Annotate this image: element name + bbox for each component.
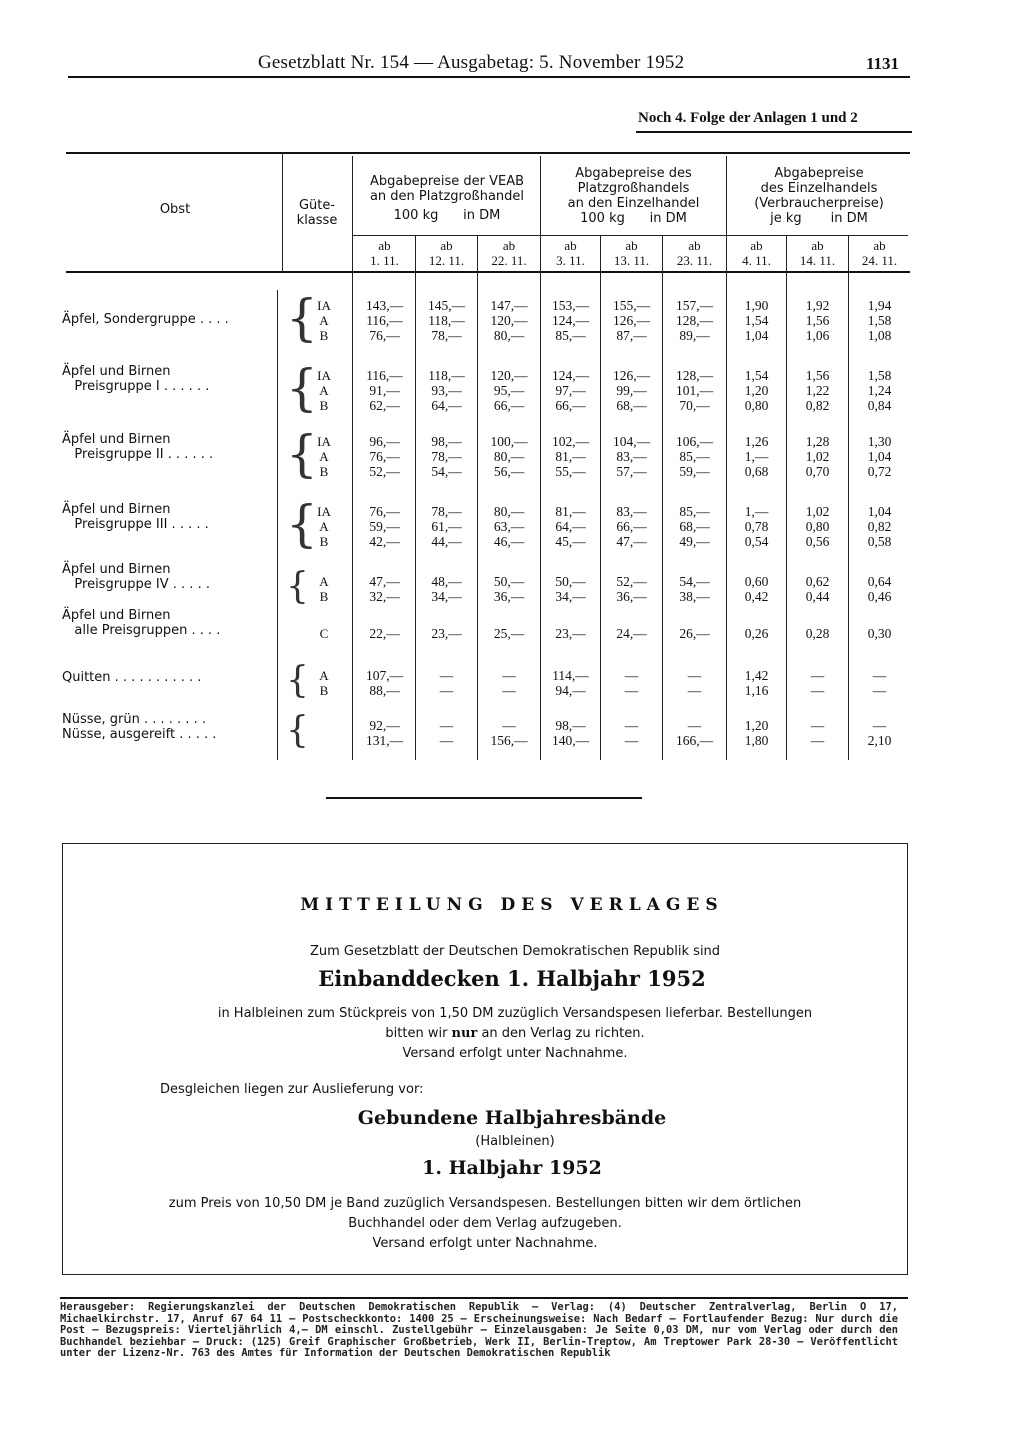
date-prefix: ab — [440, 238, 453, 253]
brace-glyph: { — [286, 425, 318, 483]
price-cell: 107,— 88,— — [365, 668, 404, 698]
price-cell: 1,58 1,24 0,84 — [867, 368, 892, 413]
brace-glyph: { — [286, 359, 318, 417]
price-cell: 106,— 85,— 59,— — [675, 434, 714, 479]
price-cell: — — — [439, 718, 454, 748]
price-cell: 83,— 66,— 47,— — [616, 504, 647, 549]
row-label — [62, 562, 210, 592]
price-cell: 80,— 63,— 46,— — [493, 504, 525, 549]
header-line: (Verbraucherpreise) — [754, 196, 884, 211]
price-cell: — — — [872, 668, 887, 698]
row-label-line: Äpfel und Birnen — [62, 502, 171, 517]
row-label — [62, 364, 209, 394]
price-cell: 23,— — [431, 626, 462, 641]
price-cell: 1,54 1,20 0,80 — [744, 368, 769, 413]
price-cell: 81,— 64,— 45,— — [555, 504, 586, 549]
date-prefix: ab — [811, 238, 824, 253]
price-cell: 92,— 131,— — [365, 718, 404, 748]
price-cell: 50,— 34,— — [555, 574, 586, 604]
text-line: Versand erfolgt unter Nachnahme. — [372, 1236, 598, 1251]
price-cell: 96,— 76,— 52,— — [369, 434, 400, 479]
price-cell: — — — [439, 668, 454, 698]
notice-intro-2: Desgleichen liegen zur Auslieferung vor: — [160, 1082, 424, 1097]
text-line — [150, 1024, 880, 1044]
quality-class: IA A B — [317, 434, 331, 479]
footer-rule — [60, 1297, 908, 1299]
head-rule — [68, 76, 910, 78]
notice-title: MITTEILUNG DES VERLAGES — [300, 895, 724, 915]
group-einzel-header — [728, 166, 910, 226]
price-cell: 0,62 0,44 — [805, 574, 830, 604]
row-label — [62, 608, 220, 638]
header-line: Abgabepreise der VEAB — [369, 174, 525, 189]
price-cell: 22,— — [369, 626, 400, 641]
header-line: Platzgroßhandels — [577, 181, 690, 196]
row-label-line: Preisgruppe I . . . . . . — [62, 379, 210, 394]
date-prefix: ab — [378, 238, 391, 253]
row-label-line: Äpfel und Birnen — [62, 562, 171, 577]
header-line: je kg in DM — [770, 211, 868, 226]
date-value: 12. 11. — [428, 253, 465, 268]
price-cell: 114,— 94,— — [552, 668, 589, 698]
price-cell: 1,26 1,— 0,68 — [744, 434, 769, 479]
price-cell: 155,— 126,— 87,— — [612, 298, 651, 343]
price-cell: 47,— 32,— — [369, 574, 400, 604]
col-obst-header: Obst — [159, 202, 191, 217]
price-cell: 52,— 36,— — [616, 574, 647, 604]
subheading-rule — [636, 131, 912, 133]
header-line: klasse — [296, 213, 338, 228]
brace-glyph: { — [286, 566, 309, 607]
date-prefix: ab — [502, 238, 516, 253]
price-cell: 98,— 140,— — [551, 718, 590, 748]
price-cell: 85,— 68,— 49,— — [679, 504, 710, 549]
date-value: 4. 11. — [742, 253, 771, 268]
price-cell: 23,— — [555, 626, 586, 641]
price-cell: — — — [624, 718, 639, 748]
brace-glyph: { — [286, 289, 318, 347]
row-label-line: Quitten . . . . . . . . . . . — [62, 670, 202, 685]
subheading: Noch 4. Folge der Anlagen 1 und 2 — [638, 110, 858, 126]
notice-para-1 — [150, 1004, 880, 1064]
price-cell: 1,90 1,54 1,04 — [744, 298, 769, 343]
text-line: zum Preis von 10,50 DM je Band zuzüglich Versandspesen. Bestellungen bitten wir dem örtlichen Buchhandel oder dem Verlag aufzugeben. — [168, 1196, 802, 1231]
price-cell: 104,— 83,— 57,— — [612, 434, 651, 479]
date-header — [478, 238, 540, 268]
date-value: 1. 11. — [370, 253, 399, 268]
date-header — [727, 238, 786, 268]
table-top-rule — [66, 152, 910, 154]
text-line: in Halbleinen zum Stückpreis von 1,50 DM zuzüglich Versandspesen lieferbar. Bestellungen — [217, 1006, 813, 1021]
price-cell: 147,— 120,— 80,— — [490, 298, 528, 343]
quality-class: IA A B — [317, 368, 331, 413]
price-cell: 143,— 116,— 76,— — [365, 298, 404, 343]
price-cell: 124,— 97,— 66,— — [551, 368, 590, 413]
price-cell: 1,92 1,56 1,06 — [805, 298, 830, 343]
price-cell: 153,— 124,— 85,— — [551, 298, 590, 343]
date-prefix: ab — [564, 238, 577, 253]
quality-class: A B — [319, 668, 329, 698]
date-value: 14. 11. — [799, 253, 836, 268]
page-number: 1131 — [866, 54, 900, 73]
header-line: an den Einzelhandel — [567, 196, 700, 211]
date-value: 13. 11. — [613, 253, 650, 268]
price-cell: 116,— 91,— 62,— — [366, 368, 403, 413]
price-cell: 102,— 81,— 55,— — [551, 434, 590, 479]
row-label — [62, 670, 201, 685]
row-label-line: Preisgruppe II . . . . . . — [62, 447, 214, 462]
date-header — [601, 238, 662, 268]
price-cell: 145,— 118,— 78,— — [427, 298, 466, 343]
row-label-divider — [277, 290, 278, 760]
quality-class: IA A B — [317, 298, 331, 343]
price-cell: 1,04 0,82 0,58 — [867, 504, 892, 549]
col-divider — [282, 152, 283, 272]
header-line: 100 kg in DM — [580, 211, 687, 226]
brace-glyph: { — [286, 495, 318, 553]
price-cell: — — — [624, 668, 639, 698]
gazette-title: Gesetzblatt Nr. 154 — Ausgabetag: 5. November 1952 — [258, 52, 685, 73]
price-cell: 128,— 101,— 70,— — [675, 368, 714, 413]
price-cell: 1,02 0,80 0,56 — [805, 504, 830, 549]
price-cell: 100,— 80,— 56,— — [490, 434, 528, 479]
notice-para-2 — [160, 1194, 810, 1254]
price-cell: 76,— 59,— 42,— — [369, 504, 400, 549]
notice-heading-halbjahr: 1. Halbjahr 1952 — [422, 1157, 602, 1179]
row-label — [62, 432, 213, 462]
notice-heading-einbanddecken: Einbanddecken 1. Halbjahr 1952 — [318, 966, 706, 991]
date-header — [849, 238, 910, 268]
row-label — [62, 712, 216, 742]
price-cell: 1,42 1,16 — [744, 668, 769, 698]
running-head — [0, 50, 1024, 80]
row-label-line: Preisgruppe IV . . . . . — [62, 577, 210, 592]
row-label-line: Äpfel und Birnen — [62, 364, 171, 379]
date-prefix: ab — [625, 238, 638, 253]
row-label-line: Äpfel und Birnen — [62, 608, 171, 623]
date-value: 22. 11. — [491, 253, 527, 268]
price-cell: 1,— 0,78 0,54 — [744, 504, 769, 549]
group-header-rule — [352, 235, 908, 236]
separator-rule — [326, 797, 642, 799]
price-cell: 24,— — [616, 626, 647, 641]
date-prefix: ab — [688, 238, 701, 253]
table-header-rule — [66, 271, 910, 273]
row-label-line: Äpfel, Sondergruppe . . . . — [62, 312, 229, 327]
emphasis-text: nur — [451, 1026, 478, 1041]
price-cell: 0,28 — [805, 626, 830, 641]
price-cell: 1,56 1,22 0,82 — [805, 368, 830, 413]
price-cell: 25,— — [493, 626, 525, 641]
price-cell: 26,— — [679, 626, 710, 641]
price-cell: 1,28 1,02 0,70 — [805, 434, 830, 479]
text-line: Versand erfolgt unter Nachnahme. — [402, 1046, 628, 1061]
price-cell: — 156,— — [490, 718, 528, 748]
price-cell: — — — [687, 668, 702, 698]
text-span: an den Verlag zu richten. — [477, 1026, 645, 1041]
price-cell: 118,— 93,— 64,— — [428, 368, 465, 413]
price-cell: — 166,— — [675, 718, 714, 748]
row-label — [62, 312, 229, 327]
quality-class: C — [319, 626, 329, 641]
quality-class: IA A B — [317, 504, 331, 549]
price-cell: 98,— 78,— 54,— — [431, 434, 462, 479]
col-guete-header — [286, 198, 348, 228]
date-value: 24. 11. — [861, 253, 898, 268]
group-platz-header — [541, 166, 726, 226]
header-line: 100 kg in DM — [393, 208, 501, 223]
brace-glyph: { — [286, 660, 309, 701]
price-cell: 1,30 1,04 0,72 — [867, 434, 892, 479]
imprint-footer: Herausgeber: Regierungskanzlei der Deutschen Demokratischen Republik — Verlag: (4) Deutscher Zentralverlag, Berlin O 17, Michaelkirchstr. 17, Anruf 67 64 11 — Postscheckkonto: 1400 25 — Erscheinungsweise: Nach Bedarf — Fortlaufender Bezug: Nur durch die Post — Bezugspreis: Vierteljährlich 4,— DM einschl. Zustellgebühr — Einzelausgaben: Je Seite 0,03 DM, nur vom Verlag oder durch den Buchhandel beziehbar — Druck: (125) Greif Graphischer Großbetrieb, Werk II, Berlin-Treptow, Am Treptower Park 28-30 — Veröffentlicht unter der Lizenz-Nr. 763 des Amtes für Information der Deutschen Demokratischen Republik — [60, 1301, 898, 1359]
header-line: Abgabepreise — [774, 166, 864, 181]
price-cell: 78,— 61,— 44,— — [431, 504, 462, 549]
date-value: 3. 11. — [556, 253, 585, 268]
price-cell: 126,— 99,— 68,— — [612, 368, 651, 413]
date-prefix: ab — [873, 238, 886, 253]
date-header — [416, 238, 477, 268]
row-label — [62, 502, 209, 532]
date-header — [787, 238, 848, 268]
price-cell: 0,30 — [867, 626, 892, 641]
price-cell: — 2,10 — [867, 718, 892, 748]
notice-heading-sub: (Halbleinen) — [475, 1134, 555, 1149]
col-divider — [352, 156, 353, 760]
price-cell: 0,64 0,46 — [867, 574, 892, 604]
notice-heading-halbjahresbaende: Gebundene Halbjahresbände — [357, 1107, 667, 1129]
date-header — [663, 238, 726, 268]
date-header — [541, 238, 600, 268]
group-veab-header — [354, 174, 540, 223]
price-cell: 50,— 36,— — [493, 574, 525, 604]
row-label-line: Preisgruppe III . . . . . — [62, 517, 209, 532]
price-cell: 0,26 — [744, 626, 769, 641]
price-cell: 1,20 1,80 — [744, 718, 769, 748]
header-line: Abgabepreise des — [575, 166, 692, 181]
header-line: an den Platzgroßhandel — [369, 189, 525, 204]
date-prefix: ab — [750, 238, 763, 253]
header-line: des Einzelhandels — [760, 181, 878, 196]
text-span: bitten wir — [385, 1026, 452, 1041]
date-header — [354, 238, 415, 268]
header-line: Güte- — [298, 198, 336, 213]
price-cell: — — — [810, 668, 825, 698]
price-cell: 120,— 95,— 66,— — [490, 368, 528, 413]
brace-glyph: { — [286, 710, 309, 751]
price-cell: 54,— 38,— — [679, 574, 710, 604]
quality-class: A B — [319, 574, 329, 604]
row-label-line: Nüsse, grün . . . . . . . . — [62, 712, 206, 727]
date-value: 23. 11. — [676, 253, 713, 268]
price-cell: 1,94 1,58 1,08 — [867, 298, 892, 343]
price-cell: 0,60 0,42 — [744, 574, 769, 604]
price-cell: 48,— 34,— — [431, 574, 462, 604]
row-label-line: Äpfel und Birnen — [62, 432, 171, 447]
row-label-line: alle Preisgruppen . . . . — [62, 623, 221, 638]
row-label-line: Nüsse, ausgereift . . . . . — [62, 727, 217, 742]
price-cell: — — — [502, 668, 516, 698]
price-cell: 157,— 128,— 89,— — [675, 298, 714, 343]
price-cell: — — — [810, 718, 825, 748]
notice-intro: Zum Gesetzblatt der Deutschen Demokratischen Republik sind — [309, 944, 721, 959]
